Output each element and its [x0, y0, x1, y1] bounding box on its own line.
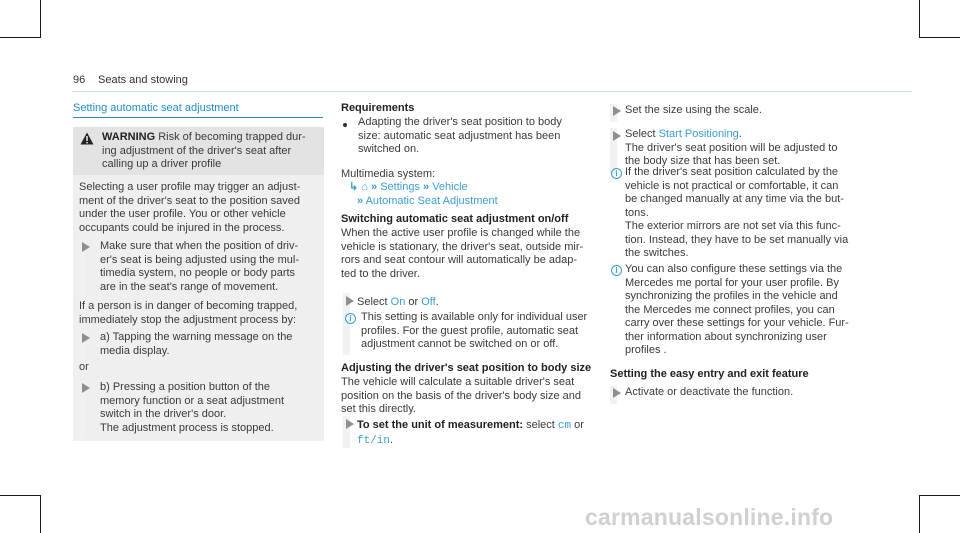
info-icon: i [611, 265, 622, 276]
step-arrow-icon [82, 242, 90, 252]
step-line: switch in the driver's door. [100, 408, 227, 420]
crop-mark [919, 0, 920, 38]
path-vehicle[interactable]: Vehicle [432, 181, 468, 193]
warning-line: calling up a driver profile [102, 158, 222, 170]
crop-mark [919, 495, 920, 533]
note-line: ther information about synchronizing user [625, 330, 827, 343]
note-line: If the driver's seat position calculated by the [625, 166, 839, 178]
warning-body-line: under the user profile. You or other vehicle [79, 208, 286, 220]
step-line: timedia system, no people or body parts [100, 267, 296, 279]
step-line: are in the seat's range of movement. [100, 280, 279, 293]
requirements-title: Requirements [341, 102, 415, 114]
chevron-double-icon: » [371, 181, 378, 193]
note-line: be changed manually at any time via the but- [625, 193, 844, 205]
step-arrow-icon [346, 296, 354, 306]
step-line: The adjustment process is stopped. [100, 421, 274, 434]
path-settings[interactable]: Settings [380, 181, 420, 193]
unit-or: or [571, 419, 584, 431]
option-on[interactable]: On [390, 296, 406, 308]
requirement-line: Adapting the driver's seat position to body [358, 116, 562, 128]
step-arrow-icon [346, 419, 354, 429]
easy-entry-title: Setting the easy entry and exit feature [610, 368, 809, 380]
path-automatic-seat-adjustment[interactable]: Automatic Seat Adjustment [365, 194, 498, 207]
activate-step: Activate or deactivate the function. [625, 386, 794, 398]
step-line: b) Pressing a position button of the [100, 381, 270, 393]
crop-mark [920, 37, 960, 38]
chevron-double-icon: » [423, 181, 430, 193]
info-icon: i [345, 313, 356, 324]
option-off[interactable]: Off [421, 296, 436, 308]
multimedia-label: Multimedia system: [341, 168, 436, 180]
info-icon: i [611, 168, 622, 179]
note-line: carry over these settings for your vehicle. Fur- [625, 317, 849, 329]
note-line: synchronizing the profiles in the vehicle and [625, 290, 838, 302]
select-or: or [405, 296, 422, 308]
step-line: memory function or a seat adjustment [100, 394, 285, 407]
unit-cm[interactable]: cm [557, 420, 572, 432]
page-number: 96 [73, 74, 86, 86]
select-prefix: Select [625, 128, 659, 140]
adjusting-line: The vehicle will calculate a suitable driver's seat [341, 376, 575, 388]
note-line: Mercedes me portal for your user profile. By [625, 276, 839, 289]
start-end: . [738, 128, 742, 140]
step-line: er's seat is being adjusted using the mul- [100, 253, 299, 266]
crop-mark [920, 495, 960, 496]
step-arrow-icon [613, 131, 621, 141]
note-line: profiles. For the guest profile, automatic seat [361, 324, 579, 337]
crop-mark [0, 37, 40, 38]
switching-title: Switching automatic seat adjustment on/off [341, 213, 569, 225]
step-line: Make sure that when the position of driv- [100, 240, 299, 252]
note-line: profiles . [625, 344, 667, 356]
or-text: or [79, 361, 89, 373]
scale-step: Set the size using the scale. [625, 104, 762, 116]
warning-line: Risk of becoming trapped dur- [158, 131, 306, 143]
warning-body-line: Selecting a user profile may trigger an adjust- [79, 181, 301, 193]
note-line: tion. Instead, they have to be set manually via [625, 233, 849, 246]
crop-mark [40, 495, 41, 533]
warning-line: ing adjustment of the driver's seat after [102, 144, 292, 157]
select-suffix: . [435, 296, 439, 308]
note-line: adjustment cannot be switched on or off. [361, 338, 559, 350]
chevron-double-icon: » [357, 194, 364, 207]
path-arrow-icon: ↳ [349, 181, 359, 193]
unit-title: To set the unit of measurement: [357, 419, 524, 431]
note-line: This setting is available only for individual user [361, 311, 588, 323]
warning-body-line: occupants could be injured in the process. [79, 221, 285, 234]
section-rule [73, 117, 323, 118]
header-rule [72, 91, 912, 92]
home-icon[interactable]: ⌂ [361, 181, 368, 193]
adjusting-title: Adjusting the driver's seat position to body size [341, 362, 592, 374]
warning-body-line: ment of the driver's seat to the position saved [79, 194, 300, 207]
start-positioning[interactable]: Start Positioning [658, 128, 739, 140]
step-arrow-icon [613, 388, 621, 398]
note-line: tons. [625, 206, 649, 219]
note-line: the Mercedes me connect profiles, you can [625, 303, 835, 316]
adjusting-line: position on the basis of the driver's body size and [341, 389, 581, 402]
bullet [343, 123, 347, 127]
switching-line: ted to the driver. [341, 267, 420, 280]
unit-end: . [390, 433, 394, 446]
adjusted-line: The driver's seat position will be adjusted to [625, 141, 838, 154]
crop-mark [40, 0, 41, 38]
switching-line: When the active user profile is changed while the [341, 227, 581, 239]
requirement-line: size: automatic seat adjustment has been [358, 129, 561, 142]
switching-line: rors and seat contour will automatically be adap- [341, 254, 578, 266]
unit-select: select [523, 419, 558, 431]
warning-label: WARNING [102, 131, 156, 143]
trapped-line: immediately stop the adjustment process by: [79, 313, 297, 326]
step-arrow-icon [82, 383, 90, 393]
note-line: The exterior mirrors are not set via this func- [625, 220, 841, 232]
adjusted-line: the body size that has been set. [625, 155, 781, 167]
select-prefix: Select [357, 296, 391, 308]
step-line: media display. [100, 344, 170, 357]
trapped-line: If a person is in danger of becoming trapped, [79, 300, 298, 312]
requirement-line: switched on. [358, 143, 420, 155]
step-line: a) Tapping the warning message on the [100, 331, 293, 343]
warning-triangle-icon [80, 132, 94, 145]
adjusting-line: set this directly. [341, 403, 416, 415]
step-arrow-icon [82, 333, 90, 343]
crop-mark [0, 495, 40, 496]
step-arrow-icon [613, 106, 621, 116]
note-line: You can also configure these settings via the [625, 263, 843, 275]
unit-ftin[interactable]: ft/in [357, 434, 391, 447]
switching-line: vehicle is stationary, the driver's seat, outside mir- [341, 240, 584, 253]
page-header-title: Seats and stowing [98, 74, 188, 86]
watermark: carmanualsonline.info [585, 504, 834, 530]
note-line: the switches. [625, 247, 689, 259]
section-title: Setting automatic seat adjustment [73, 102, 239, 114]
note-line: vehicle is not practical or comfortable, it can [625, 179, 839, 192]
